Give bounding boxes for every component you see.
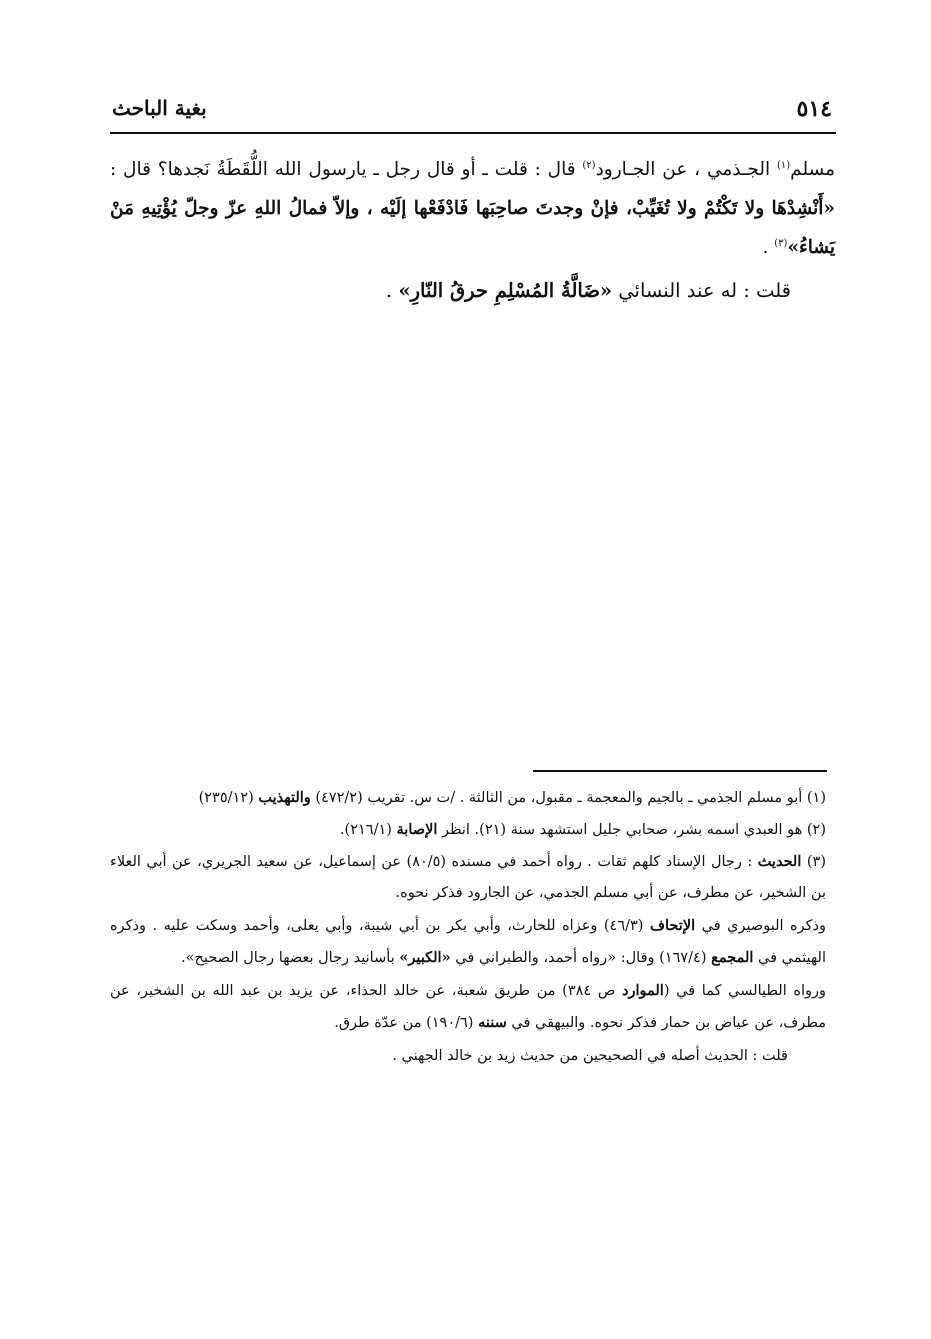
text-span: (١) أبو مسلم الجذمي ـ بالجيم والمعجمة ـ مقبول، من الثالثة . /ت س. تقريب (٤٧٢/٢) [310, 790, 826, 806]
text-span: قلت : له عند النسائي [612, 279, 791, 302]
hadith-paragraph [110, 150, 835, 267]
footnote-ref-1: (١) [776, 159, 791, 171]
text-span: ورواه الطيالسي كما في ( [663, 983, 827, 999]
text-span: الحديث [757, 853, 802, 870]
running-title: بغية الباحث [112, 96, 207, 120]
footnote-2 [110, 814, 826, 846]
footnote-3-paragraph-3 [110, 975, 826, 1039]
footnote-ref-2: (٢) [582, 159, 596, 171]
text-span: المجمع [711, 949, 754, 966]
footnote-3-conclusion: قلت : الحديث أصله في الصحيحين من حديث زيد بن خالد الجهني . [392, 1048, 788, 1064]
page-number: ٥١٤ [796, 96, 832, 122]
footnote-1 [110, 782, 826, 814]
text-span: والتهذيب [258, 789, 311, 806]
text-span: (٢٣٥/١٢) [198, 790, 259, 806]
text-span: بأسانيد رجال بعضها رجال الصحيح». [181, 950, 400, 966]
text-span: (١٩٠/٦) من عدّة طرق. [334, 1015, 479, 1031]
text-span: الموارد [622, 982, 664, 999]
nasai-quote: «ضَالَّةُ المُسْلِمِ حرقُ النّارِ» [398, 279, 613, 302]
text-span: (٣) [801, 854, 826, 870]
text-span: الإصابة [396, 821, 438, 838]
text-span: الإتحاف [649, 917, 696, 934]
footnote-rule [533, 770, 827, 772]
hadith-quote: «أَنْشِدْهَا ولا تَكْتُمْ ولا تُغَيِّبْ، فإنْ وجدتَ صاحِبَها فَادْفَعْها إلَيْه ، وإلاّ فمالُ اللهِ عزّ وجلّ يُؤْتِيهِ مَنْ يَشاءُ» [110, 198, 835, 258]
header-rule [110, 132, 836, 134]
main-text [110, 150, 835, 310]
text-span: ص ٣٨٤) من طريق شعبة، عن خالد الحذاء، عن يزيد بن عبد الله بن الشخير، عن مطرف، عن عياض بن حمار فذكر نحوه. والبيهقي في [110, 983, 826, 1031]
text-span: مسلم [790, 159, 835, 180]
text-span: «الكبير» [399, 949, 451, 966]
text-span: (٢) هو العبدي اسمه بشر، صحابي جليل استشهد سنة (٢١). انظر [437, 822, 826, 838]
text-span: (٢١٦/١). [339, 822, 397, 838]
text-span: قال : قلت ـ أو قال رجل ـ يارسول الله اللُّقَطَةُ نَجدها؟ قال : [110, 159, 583, 180]
footnote-3-paragraph-2 [110, 910, 826, 974]
author-note [110, 271, 835, 310]
text-span: وذكره البوصيري في [695, 918, 826, 934]
text-span: سننه [478, 1014, 507, 1031]
footnote-3 [110, 846, 826, 909]
footnote-ref-3: (٣) [774, 237, 788, 249]
text-span: : رجال الإسناد كلهم ثقات . رواه أحمد في مسنده (٨٠/٥) عن إسماعيل، عن سعيد الجريري، عن أبي العلاء بن الشخير، عن مطرف، عن أبي مسلم الجذمي، عن الجارود فذكر نحوه. [110, 854, 826, 901]
text-span: . [386, 279, 399, 302]
text-span: (١٦٧/٤) وقال: «رواه أحمد، والطبراني في [450, 950, 712, 966]
text-span: (٤٦/٣) وعزاه للحارث، وأبي بكر بن أبي شيبة، وأبي يعلى، وأحمد وسكت عليه . وذكره الهيثمي في [110, 918, 826, 966]
text-span: . [762, 237, 775, 258]
text-span: الجـذمي ، عن الجـارود [595, 159, 777, 180]
footnotes [110, 782, 826, 1072]
